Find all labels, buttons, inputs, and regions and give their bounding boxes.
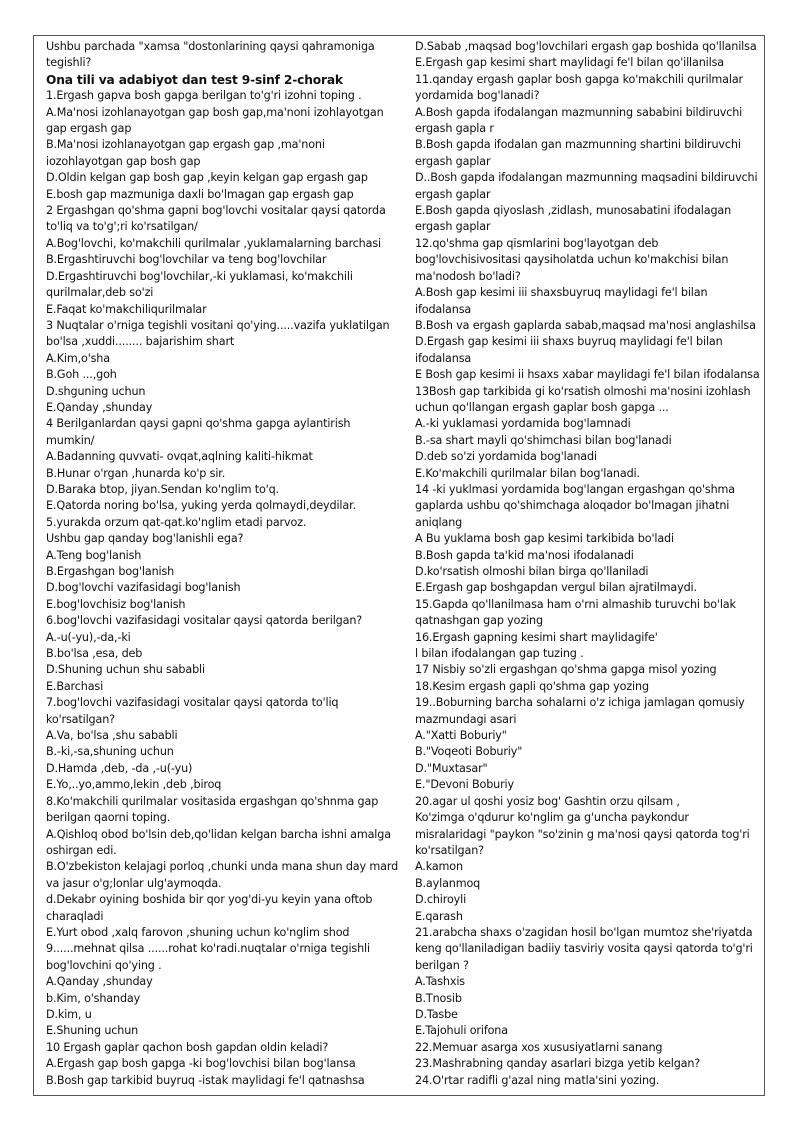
text-line: E Bosh gap kesimi ii hsaxs xabar maylidagi fe'l bilan ifodalansa (415, 368, 760, 382)
text-line: A.Qishloq obod bo'lsin deb,qo'lidan kelgan barcha ishni amalga oshirgan edi. (46, 827, 391, 857)
text-line: B.Bosh va ergash gaplarda sabab,maqsad ma'nosi anglashilsa (415, 318, 756, 332)
text-line: 23.Mashrabning qanday asarlari bizga yetib kelgan? (415, 1057, 701, 1071)
left-column (46, 39, 400, 1089)
text-line: B.Hunar o'rgan ,hunarda ko'p sir. (46, 466, 226, 480)
text-line: E.Yo,..yo,ammo,lekin ,deb ,biroq (46, 778, 222, 792)
text-line: B.Bosh gapda ifodalan gan mazmunning shartini bildiruvchi ergash gaplar (415, 138, 741, 168)
text-line: B.aylanmoq (415, 876, 481, 890)
text-line: 24.O'rtar radifli g'azal ning matla'sini yozing. (415, 1073, 660, 1087)
text-line: A.Qanday ,shunday (46, 975, 153, 989)
text-line: 17 Nisbiy so'zli ergashgan qo'shma gapga misol yozing (415, 663, 717, 677)
text-line: D.bog'lovchi vazifasidagi bog'lanish (46, 581, 241, 595)
text-line: D."Muxtasar" (415, 761, 488, 775)
text-line: A.Kim,o'sha (46, 351, 110, 365)
text-line: E.Yurt obod ,xalq farovon ,shuning uchun ko'nglim shod (46, 925, 350, 939)
text-line: 13Bosh gap tarkibida gi ko'rsatish olmoshi ma'nosini izohlash uchun qo'llangan ergash gaplar bosh gapga ... (415, 384, 751, 414)
text-line: 21.arabcha shaxs o'zagidan hosil bo'lgan mumtoz she'riyatda keng qo'llaniladigan badiiy tasviriy vosita qaysi qatorda to'g'ri berilgan ? (415, 925, 753, 972)
text-line: A.-u(-yu),-da,-ki (46, 630, 131, 644)
text-line: E.qarash (415, 909, 463, 923)
text-line: 4 Berilganlardan qaysi gapni qo'shma gapga aylantirish mumkin/ (46, 417, 351, 447)
text-line: E.Barchasi (46, 679, 104, 693)
text-line: 16.Ergash gapning kesimi shart maylidagife' (415, 630, 658, 644)
text-line: E.Shuning uchun (46, 1024, 139, 1038)
text-line: D.Oldin kelgan gap bosh gap ,keyin kelgan gap ergash gap (46, 171, 368, 185)
text-line: B.-sa shart mayli qo'shimchasi bilan bog'lanadi (415, 433, 672, 447)
text-line: D.chiroyli (415, 893, 467, 907)
text-line: D.Sabab ,maqsad bog'lovchilari ergash gap boshida qo'llanilsa (415, 40, 757, 53)
text-line: E.Qanday ,shunday (46, 400, 153, 414)
text-line: 8.Ko'makchili qurilmalar vositasida ergashgan qo'shnma gap berilgan qaorni toping. (46, 794, 379, 825)
text-line: 7.bog'lovchi vazifasidagi vositalar qaysi qatorda to'liq ko'rsatilgan? (46, 696, 339, 726)
text-line: A Bu yuklama bosh gap kesimi tarkibida bo'ladi (415, 532, 674, 546)
text-line: B.Bosh gap tarkibid buyruq -istak maylidagi fe'l qatnashsa (46, 1073, 365, 1087)
text-line: E.Tajohuli orifona (415, 1024, 508, 1038)
text-line: D.ko'rsatish olmoshi bilan birga qo'llaniladi (415, 565, 649, 578)
text-line: A.Badanning quvvati- ovqat,aqlning kaliti-hikmat (46, 450, 313, 464)
test-title: Ona tili va adabiyot dan test 9-sinf 2-chorak (46, 72, 343, 87)
text-line: B.Tnosib (415, 991, 462, 1005)
text-line: 15.Gapda qo'llanilmasa ham o'rni almashib turuvchi bo'lak qatnashgan gap yozing (415, 597, 736, 628)
text-line: B.Ergashgan bog'lanish (46, 565, 175, 578)
text-line: D.Shuning uchun shu sababli (46, 663, 205, 677)
text-line: E.Ergash gap boshgapdan vergul bilan ajratilmaydi. (415, 581, 697, 595)
text-line: B.Ergashtiruvchi bog'lovchilar va teng bog'lovchilar (46, 253, 327, 267)
text-line: Ko'zimga o'qdurur ko'nglim ga g'uncha paykondur misralaridagi "paykon "so'zinin g ma'nosi qaysi qatorda tog'ri ko'rsatilgan? (415, 811, 750, 857)
text-line: A.kamon (415, 860, 463, 874)
text-line: B.O'zbekiston kelajagi porloq ,chunki unda mana shun day mard va jasur o'g;lonlar ulg'aymoqda. (46, 860, 399, 890)
text-line: b.Kim, o'shanday (46, 991, 141, 1005)
text-line: D.Ergashtiruvchi bog'lovchilar,-ki yuklamasi, ko'makchili qurilmalar,deb so'zi (46, 269, 353, 300)
text-line: A.Bog'lovchi, ko'makchili qurilmalar ,yuklamalarning barchasi (46, 236, 381, 250)
text-line: D.Hamda ,deb, -da ,-u(-yu) (46, 761, 193, 775)
text-line: 3 Nuqtalar o'rniga tegishli vositani qo'ying.....vazifa yuklatilgan bo'lsa ,xuddi........ bajarishim shart (46, 318, 390, 349)
text-line: A.Teng bog'lanish (46, 548, 142, 562)
text-line: Ushbu parchada "xamsa "dostonlarining qaysi qahramoniga tegishli? (46, 40, 375, 70)
text-line: A.Bosh gapda ifodalangan mazmunning sababini bildiruvchi ergash gapla r (415, 105, 743, 136)
text-line: 22.Memuar asarga xos xususiyatlarni sanang (415, 1040, 663, 1054)
text-line: 6.bog'lovchi vazifasidagi vositalar qaysi qatorda berilgan? (46, 614, 363, 628)
text-line: D.Baraka btop, jiyan.Sendan ko'nglim to'q. (46, 482, 279, 496)
text-line: E.bosh gap mazmuniga daxli bo'lmagan gap ergash gap (46, 187, 354, 201)
text-line: B.Bosh gapda ta'kid ma'nosi ifodalanadi (415, 548, 634, 562)
text-line: A.Va, bo'lsa ,shu sababli (46, 729, 178, 743)
text-line: 11.qanday ergash gaplar bosh gapga ko'makchili qurilmalar yordamida bog'lanadi? (415, 72, 743, 103)
text-line: l bilan ifodalangan gap tuzing . (415, 647, 584, 661)
text-line: D.deb so'zi yordamida bog'lanadi (415, 450, 597, 464)
text-line: D.Ergash gap kesimi iii shaxs buyruq maylidagi fe'l bilan ifodalansa (415, 335, 723, 365)
text-line: 19..Boburning barcha sohalarni o'z ichiga jamlagan qomusiy mazmundagi asari (415, 696, 745, 726)
text-line: A."Xatti Boburiy" (415, 729, 507, 743)
text-line: 9......mehnat qilsa ......rohat ko'radi.nuqtalar o'rniga tegishli bog'lovchini qo'ying . (46, 942, 370, 972)
text-line: D..Bosh gapda ifodalangan mazmunning maqsadini bildiruvchi ergash gaplar (415, 171, 758, 201)
text-line: 2 Ergashgan qo'shma gapni bog'lovchi vositalar qaysi qatorda to'liq va to'g';ri ko'rsatilgan/ (46, 204, 386, 234)
text-line: 20.agar ul qoshi yosiz bog' Gashtin orzu qilsam , (415, 794, 680, 808)
text-line: 18.Kesim ergash gapli qo'shma gap yozing (415, 679, 649, 693)
text-line: D.shguning uchun (46, 384, 146, 398)
text-line: D.Tasbe (415, 1007, 458, 1021)
text-line: A.Ma'nosi izohlanayotgan gap bosh gap,ma'noni izohlayotgan gap ergash gap (46, 105, 384, 136)
text-line: B."Voqeoti Boburiy" (415, 745, 523, 759)
text-line: E.Faqat ko'makchiliqurilmalar (46, 302, 207, 316)
text-line: E.bog'lovchisiz bog'lanish (46, 597, 186, 611)
text-line: 12.qo'shma gap qismlarini bog'layotgan deb bog'lovchisivositasi qaysiholatda uchun ko'makchisi bilan ma'nodosh bo'ladi? (415, 236, 729, 283)
text-line: B.bo'lsa ,esa, deb (46, 647, 143, 661)
text-line: B.Ma'nosi izohlanayotgan gap ergash gap ,ma'noni iozohlayotgan gap bosh gap (46, 138, 325, 168)
document-page (33, 35, 765, 1096)
text-line: E."Devoni Boburiy (415, 778, 514, 792)
text-line: D.kim, u (46, 1007, 92, 1021)
text-line: E.Bosh gapda qiyoslash ,zidlash, munosabatini ifodalagan ergash gaplar (415, 204, 732, 234)
text-line: d.Dekabr oyining boshida bir qor yog'di-yu keyin yana oftob charaqladi (46, 893, 373, 923)
right-column (415, 39, 760, 1089)
text-line: E.Qatorda noring bo'lsa, yuking yerda qolmaydi,deydilar. (46, 499, 356, 513)
text-line: 1.Ergash gapva bosh gapga berilgan to'g'ri izohni toping . (46, 89, 362, 103)
text-line: A.Ergash gap bosh gapga -ki bog'lovchisi bilan bog'lansa (46, 1057, 356, 1071)
text-line: 5.yurakda orzum qat-qat.ko'nglim etadi parvoz. (46, 515, 307, 529)
text-line: Ushbu gap qanday bog'lanishli ega? (46, 532, 244, 546)
text-line: A.-ki yuklamasi yordamida bog'lamnadi (415, 417, 631, 431)
text-line: A.Bosh gap kesimi iii shaxsbuyruq maylidagi fe'l bilan ifodalansa (415, 286, 708, 316)
text-line: 14 -ki yuklmasi yordamida bog'langan ergashgan qo'shma gaplarda ushbu qo'shimchaga aloqador bo'lmagan jihatni aniqlang (415, 482, 736, 529)
text-line: A.Tashxis (415, 975, 465, 989)
text-line: B.-ki,-sa,shuning uchun (46, 745, 174, 759)
text-line: B.Goh ...,goh (46, 368, 117, 382)
text-line: E.Ergash gap kesimi shart maylidagi fe'l bilan qo'illanilsa (415, 56, 724, 70)
text-line: 10 Ergash gaplar qachon bosh gapdan oldin keladi? (46, 1040, 329, 1054)
text-line: E.Ko'makchili qurilmalar bilan bog'lanadi. (415, 466, 640, 480)
